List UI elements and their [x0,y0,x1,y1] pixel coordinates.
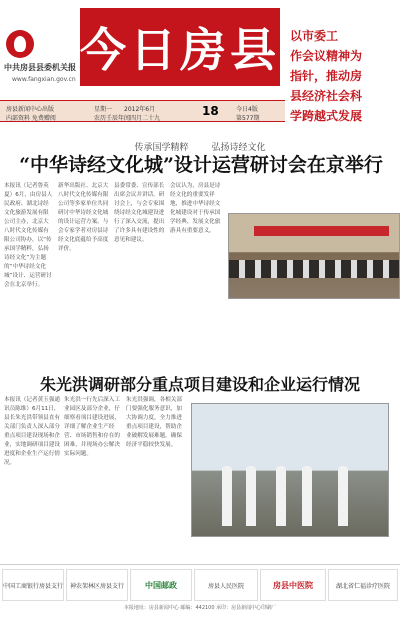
publisher-line: 房县新闻中心出版 [6,106,55,113]
article1-column: 会议认为，房县是诗经文化的重要发祥地，推进中华诗经文化城建设对于传承国学经典、发展文化旅游具有重要意义。 [170,183,221,234]
person-figure [338,466,348,526]
article2-column: 朱光洪一行先后深入工业园区及部分企业，仔细察看项目建设进展，详细了解企业生产经营、市场销售和存在的困难，并现场办公解决实际问题。 [64,397,120,457]
newspaper-logo-icon [6,30,34,58]
lunar-date: 农历壬辰年闰四月二十九 [94,115,161,122]
ad-clinic[interactable]: 湖北省仁福诊疗医院 [328,569,398,601]
article1-column: 县委常委、宣传部长出席会议并讲话。研讨会上，与会专家围绕诗经文化城建设进行了深入交流，提出了许多具有建设性的意见和建议。 [114,183,165,243]
paper-title: 今日房县 [80,23,280,77]
photo-banner [254,226,389,236]
promo-slogan [290,26,400,126]
weekday: 星期一 [94,106,113,113]
conference-photo [228,213,400,299]
promo-line: 学跨越式发展 [290,109,363,123]
issue-date: 2012年6月 [124,106,156,113]
title-banner [80,8,280,86]
ad-bank[interactable]: 中国工商银行房县支行 [2,569,64,601]
ad-bank-branch[interactable]: 神农架林区房县支行 [66,569,128,601]
ad-chinese-medicine[interactable]: 房县中医院 [260,569,326,601]
website-url[interactable]: www.fangxian.gov.cn [12,76,76,83]
article1-column: 本报讯（记者鲁英夏）6月，由房县人民政府、湖北诗经文化旅游发展有限公司主办，北京大八时代文化传媒有限公司协办，以“传承国学精粹，弘扬诗经文化”为主题的“中华诗经文化城”设计、运营研讨会在北京举行。 [4,183,53,288]
publisher-name: 中共房县县委机关报 [4,63,76,72]
promo-line: 以市委工 [290,29,339,43]
issue-info-bar [0,100,285,122]
person-figure [246,466,256,526]
ad-post[interactable]: 中国邮政 [130,569,192,601]
person-figure [276,466,286,526]
issue-number: 第577期 [236,115,260,122]
photo-attendees [229,260,400,278]
today-pages: 今日4版 [236,106,258,113]
promo-line: 作会议精神为 [290,49,363,63]
article1-headline[interactable]: “中华诗经文化城”设计运营研讨会在京举行 [19,154,383,176]
article1-column: 新华出版社、北京大八时代文化传媒有限公司等多家单位共同研讨中华诗经文化城的设计运营方案，与会专家学者对房县诗经文化底蕴给予高度评价。 [58,183,109,252]
page-number: 18 [202,104,219,118]
kicker-left: 传承国学精粹 [134,143,189,153]
article2-column: 朱光洪强调，各相关部门要强化服务意识，加大协调力度，全力推进重点项目建设，帮助企业破解发展难题，确保经济平稳较快发展。 [126,397,182,448]
article2-column: 本报讯（记者黄玉强通讯员陈维）6月11日，县长朱光洪带领县直有关部门负责人深入部分重点项目建设现场和企业，实地调研项目建设进度和企业生产运行情况。 [4,397,60,466]
kicker-right: 弘扬诗经文化 [211,143,266,153]
promo-line: 指针，推动房 [290,69,363,83]
distribution-line: 内部资料 免费赠阅 [6,115,56,122]
promo-line: 县经济社会科 [290,89,363,103]
footer-info: 本报地址：房县新闻中心 邮编：442100 承印：房县新闻中心印刷厂 [123,605,277,611]
person-figure [302,466,312,526]
advertisement-strip [0,564,400,621]
person-figure [222,466,232,526]
article2-headline[interactable]: 朱光洪调研部分重点项目建设和企业运行情况 [39,375,360,394]
inspection-photo [191,403,389,537]
ad-hospital[interactable]: 房县人民医院 [194,569,258,601]
